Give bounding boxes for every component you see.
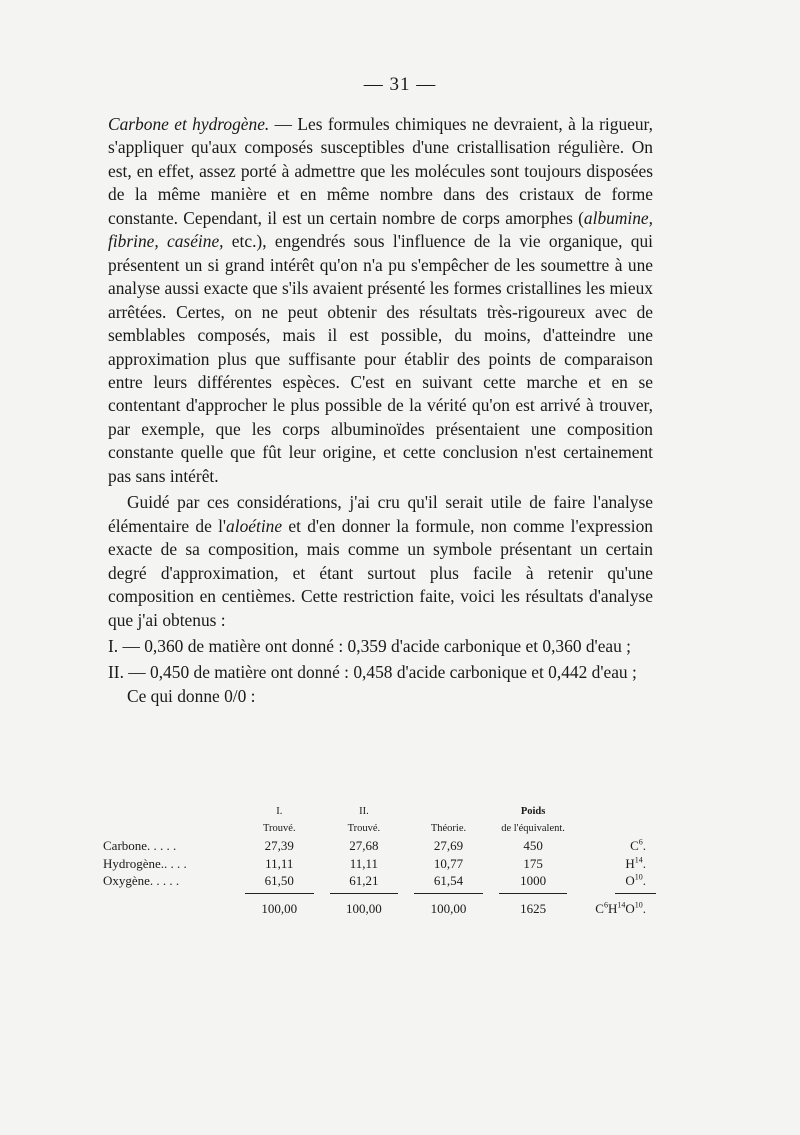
value-theorie: 27,69 — [433, 838, 464, 853]
total-trouve-2: 100,00 — [346, 900, 382, 916]
col3-header-bottom: Théorie. — [430, 823, 467, 834]
molecular-formula: $C^6H^{14}O^{10}$. — [595, 900, 646, 916]
runin-heading: Carbone et hydrogène. — [108, 114, 270, 134]
paragraph1-italic-list: albumine, fibrine, caséine, — [108, 207, 653, 252]
value-trouve-1: 27,39 — [264, 838, 294, 853]
result-line: I. — 0,360 de matière ont donné : 0,359 d'acide carbonique et 0,360 d'eau ; — [108, 635, 632, 656]
atom-count: $H^{14}$. — [625, 855, 646, 871]
total-trouve-1: 100,00 — [261, 900, 298, 916]
value-theorie: 10,77 — [433, 855, 464, 871]
analysis-results — [108, 635, 653, 685]
page-number: — 31 — — [363, 74, 437, 95]
sum-rule — [100, 890, 660, 898]
paragraph-carbone-hydrogene — [108, 113, 653, 488]
paragraph1-text-b: etc.), engendrés sous l'influence de la vie organique, qui présentent un si grand intérêt qu'on n'a pu s'empêcher de les soumettre à une analyse aussi exacte que s'ils avaient présenté les formes cristallines les mieux arrêtées. Certes, on ne peut obtenir des résultats très-rigoureux avec de semblables composés, mais il est possible, du moins, d'atteindre une approximation plus que suffisante pour établir des points de comparaison entre leurs différentes espèces. C'est en suivant cette marche et en se contentant d'approcher le plus possible de la vérité qu'on est arrivé à trouver, par exemple, que les corps albuminoïdes présentaient une composition constante quelle que fût leur origine, et cette conclusion n'est certainement pas sans intérêt. — [108, 231, 653, 486]
total-theorie: 100,00 — [430, 900, 467, 916]
col4-header-bottom: de l'équivalent. — [501, 823, 565, 834]
col1-header-bottom: Trouvé. — [263, 823, 296, 834]
table-row — [100, 855, 660, 873]
value-trouve-1: 61,50 — [264, 873, 294, 888]
table-row — [100, 872, 660, 890]
element-name: Hydrogène.. . . . — [103, 855, 187, 871]
atom-count: $O^{10}$. — [625, 872, 646, 888]
paragraph2-text-b: et d'en donner la formule, non comme l'expression exacte de sa composition, mais comme un symbole présentant un certain degré d'approximation, et étant surtout plus facile à retenir qu'une composition en centièmes. Cette restriction faite, voici les résultats d'analyse que j'ai obtenus : — [108, 515, 653, 630]
result-line: II. — 0,450 de matière ont donné : 0,458 d'acide carbonique et 0,442 d'eau ; — [108, 662, 637, 683]
composition-table — [100, 803, 660, 917]
element-name: Oxygène. . . . . — [103, 873, 180, 888]
col4-header-top: Poids — [520, 806, 546, 817]
value-trouve-1: 11,11 — [265, 855, 294, 871]
sum-rule-line — [245, 893, 314, 894]
sum-rule-line — [499, 893, 568, 894]
sum-rule-line — [615, 893, 656, 894]
paragraph2-italic: aloétine — [226, 515, 283, 536]
col2-header-top: II. — [359, 806, 369, 817]
element-name: Carbone. . . . . — [103, 838, 177, 853]
table-total-row — [100, 898, 660, 918]
paragraph2-text-a: Guidé par ces considérations, j'ai cru qu'il serait utile de faire l'analyse élémentaire de l' — [108, 492, 653, 536]
table-header-row-top — [100, 803, 660, 820]
sum-rule-line — [330, 893, 399, 894]
col1-header-top: I. — [276, 806, 283, 817]
atom-count: $C^6$. — [630, 837, 646, 853]
body-text — [108, 113, 653, 708]
value-trouve-2: 61,21 — [349, 873, 379, 888]
table-row — [100, 837, 660, 855]
value-theorie: 61,54 — [433, 873, 464, 888]
value-trouve-2: 11,11 — [349, 855, 379, 871]
total-poids: 1625 — [520, 900, 547, 916]
col2-header-bottom: Trouvé. — [347, 823, 381, 834]
value-poids: 1000 — [520, 873, 547, 888]
table-header-row-bottom — [100, 820, 660, 837]
ce-qui-donne: Ce qui donne 0/0 : — [127, 685, 256, 706]
sum-rule-line — [414, 893, 483, 894]
paragraph1-text-a: — Les formules chimiques ne devraient, à la rigueur, s'appliquer qu'aux composés susceptibles d'une cristallisation régulière. On est, en effet, assez porté à admettre que les molécules sont toujours disposées de la même manière et en même nombre dans des cristaux de forme constante. Cependant, il est un certain nombre de corps amorphes ( — [108, 114, 653, 228]
value-poids: 450 — [523, 838, 543, 853]
paragraph-guide — [108, 491, 653, 632]
value-trouve-2: 27,68 — [349, 838, 379, 853]
value-poids: 175 — [523, 855, 543, 871]
